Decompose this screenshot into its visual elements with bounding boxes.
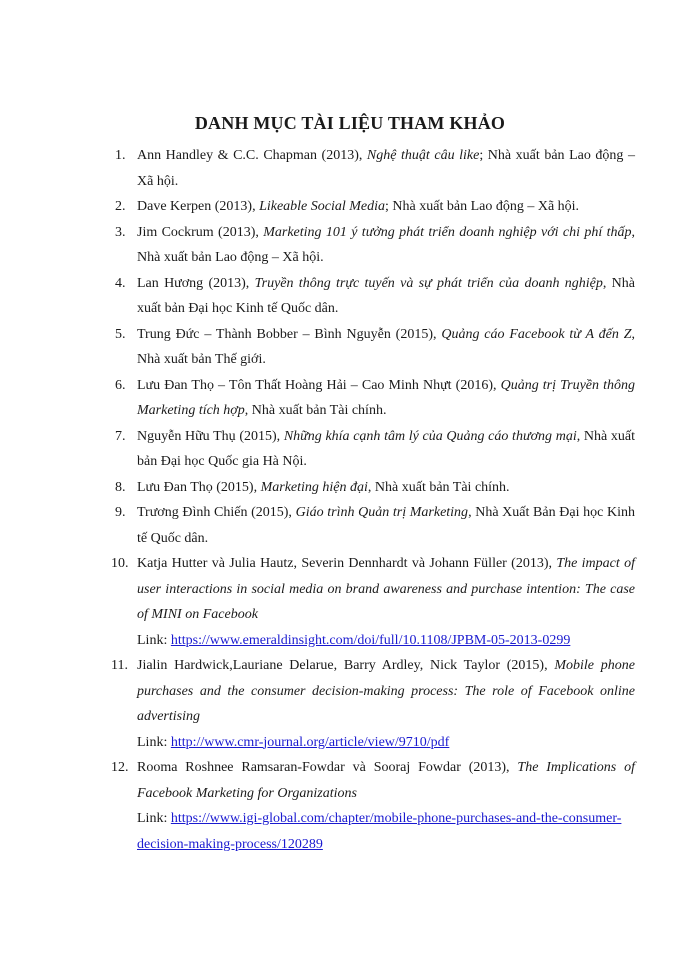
reference-authors: Lưu Đan Thọ – Tôn Thất Hoàng Hải – Cao Minh Nhựt (2016), (137, 377, 501, 393)
reference-title: Truyền thông trực tuyến và sự phát triển của doanh nghiệp (254, 275, 603, 291)
reference-item (115, 194, 635, 220)
reference-list (111, 143, 636, 857)
reference-authors: Trung Đức – Thành Bobber – Bình Nguyễn (2015), (137, 326, 442, 342)
reference-link[interactable]: https://www.igi-global.com/chapter/mobile-phone-purchases-and-the-consumer-decision-making-process/120289 (137, 811, 622, 852)
reference-title: Likeable Social Media (259, 199, 386, 214)
reference-item (115, 322, 635, 373)
reference-publisher: , Nhà xuất bản Đại học Quốc gia Hà Nội. (137, 428, 635, 469)
reference-number: 12. (111, 760, 129, 775)
reference-title: The Implications of Facebook Marketing for Organizations (137, 760, 635, 801)
reference-number: 7. (115, 428, 126, 444)
reference-publisher: , Nhà Xuất Bản Đại học Kinh tế Quốc dân. (137, 505, 635, 546)
reference-number: 5. (115, 326, 126, 342)
reference-title: Giáo trình Quản trị Marketing (295, 505, 469, 520)
reference-number: 8. (115, 479, 126, 495)
reference-authors: Trương Đình Chiến (2015), (137, 505, 296, 520)
reference-authors: Katja Hutter và Julia Hautz, Severin Dennhardt và Johann Füller (2013), (137, 556, 557, 571)
reference-authors: Dave Kerpen (2013), (137, 199, 260, 214)
reference-link-line (137, 730, 635, 756)
reference-number: 1. (115, 148, 126, 163)
reference-number: 9. (115, 505, 126, 520)
reference-publisher: ; Nhà xuất bản Lao động – Xã hội. (385, 199, 580, 214)
reference-title: Marketing 101 ý tưởng phát triển doanh nghiệp với chi phí thấp (263, 224, 632, 240)
reference-authors: Lan Hương (2013), (137, 275, 255, 291)
reference-item (111, 551, 635, 653)
reference-link[interactable]: http://www.cmr-journal.org/article/view/9710/pdf (170, 734, 450, 750)
reference-item (115, 271, 635, 322)
reference-link-line (137, 806, 635, 857)
reference-item (111, 755, 635, 857)
reference-item (115, 143, 635, 194)
reference-title: Mobile phone purchases and the consumer decision-making process: The role of Facebook online advertising (137, 658, 635, 724)
reference-publisher: , Nhà xuất bản Tài chính. (367, 479, 510, 495)
reference-link-line (137, 628, 635, 654)
reference-number: 3. (115, 224, 126, 240)
reference-authors: Rooma Roshnee Ramsaran-Fowdar và Sooraj Fowdar (2013), (137, 760, 518, 775)
reference-publisher: , Nhà xuất bản Thế giới. (137, 326, 635, 367)
reference-authors: Ann Handley & C.C. Chapman (2013), (137, 148, 367, 163)
reference-number: 6. (115, 377, 126, 393)
reference-title: Quảng trị Truyền thông Marketing tích hợp (137, 377, 635, 418)
reference-item (115, 475, 635, 501)
reference-title: Marketing hiện đại (260, 479, 368, 495)
reference-item (111, 653, 635, 755)
reference-publisher: , Nhà xuất bản Tài chính. (244, 403, 387, 418)
reference-publisher: , Nhà xuất bản Đại học Kinh tế Quốc dân. (137, 275, 636, 316)
reference-title: Nghệ thuật câu like (366, 148, 480, 163)
reference-number: 2. (115, 199, 126, 214)
reference-title: Những khía cạnh tâm lý của Quảng cáo thương mại (283, 428, 577, 444)
reference-publisher: , Nhà xuất bản Lao động – Xã hội. (137, 224, 636, 265)
reference-number: 10. (111, 556, 129, 571)
reference-link[interactable]: https://www.emeraldinsight.com/doi/full/10.1108/JPBM-05-2013-0299 (170, 632, 571, 648)
link-label: Link: (137, 811, 171, 826)
reference-item (115, 424, 635, 475)
reference-item (115, 500, 635, 551)
reference-authors: Jim Cockrum (2013), (137, 224, 264, 240)
reference-authors: Lưu Đan Thọ (2015), (137, 479, 261, 495)
reference-authors: Jialin Hardwick,Lauriane Delarue, Barry Ardley, Nick Taylor (2015), (137, 658, 555, 673)
reference-item (115, 373, 635, 424)
link-label: Link: (137, 734, 171, 750)
page-title: DANH MỤC TÀI LIỆU THAM KHẢO (194, 113, 506, 133)
reference-title: Quảng cáo Facebook từ A đến Z (441, 326, 632, 342)
reference-authors: Nguyễn Hữu Thụ (2015), (137, 428, 284, 444)
reference-item (115, 220, 635, 271)
reference-publisher: ; Nhà xuất bản Lao động – Xã hội. (137, 148, 635, 189)
reference-title: The impact of user interactions in social media on brand awareness and purchase intention: The case of MINI on Facebook (137, 556, 635, 622)
link-label: Link: (137, 632, 171, 648)
reference-number: 4. (115, 275, 126, 291)
reference-number: 11. (111, 658, 128, 673)
